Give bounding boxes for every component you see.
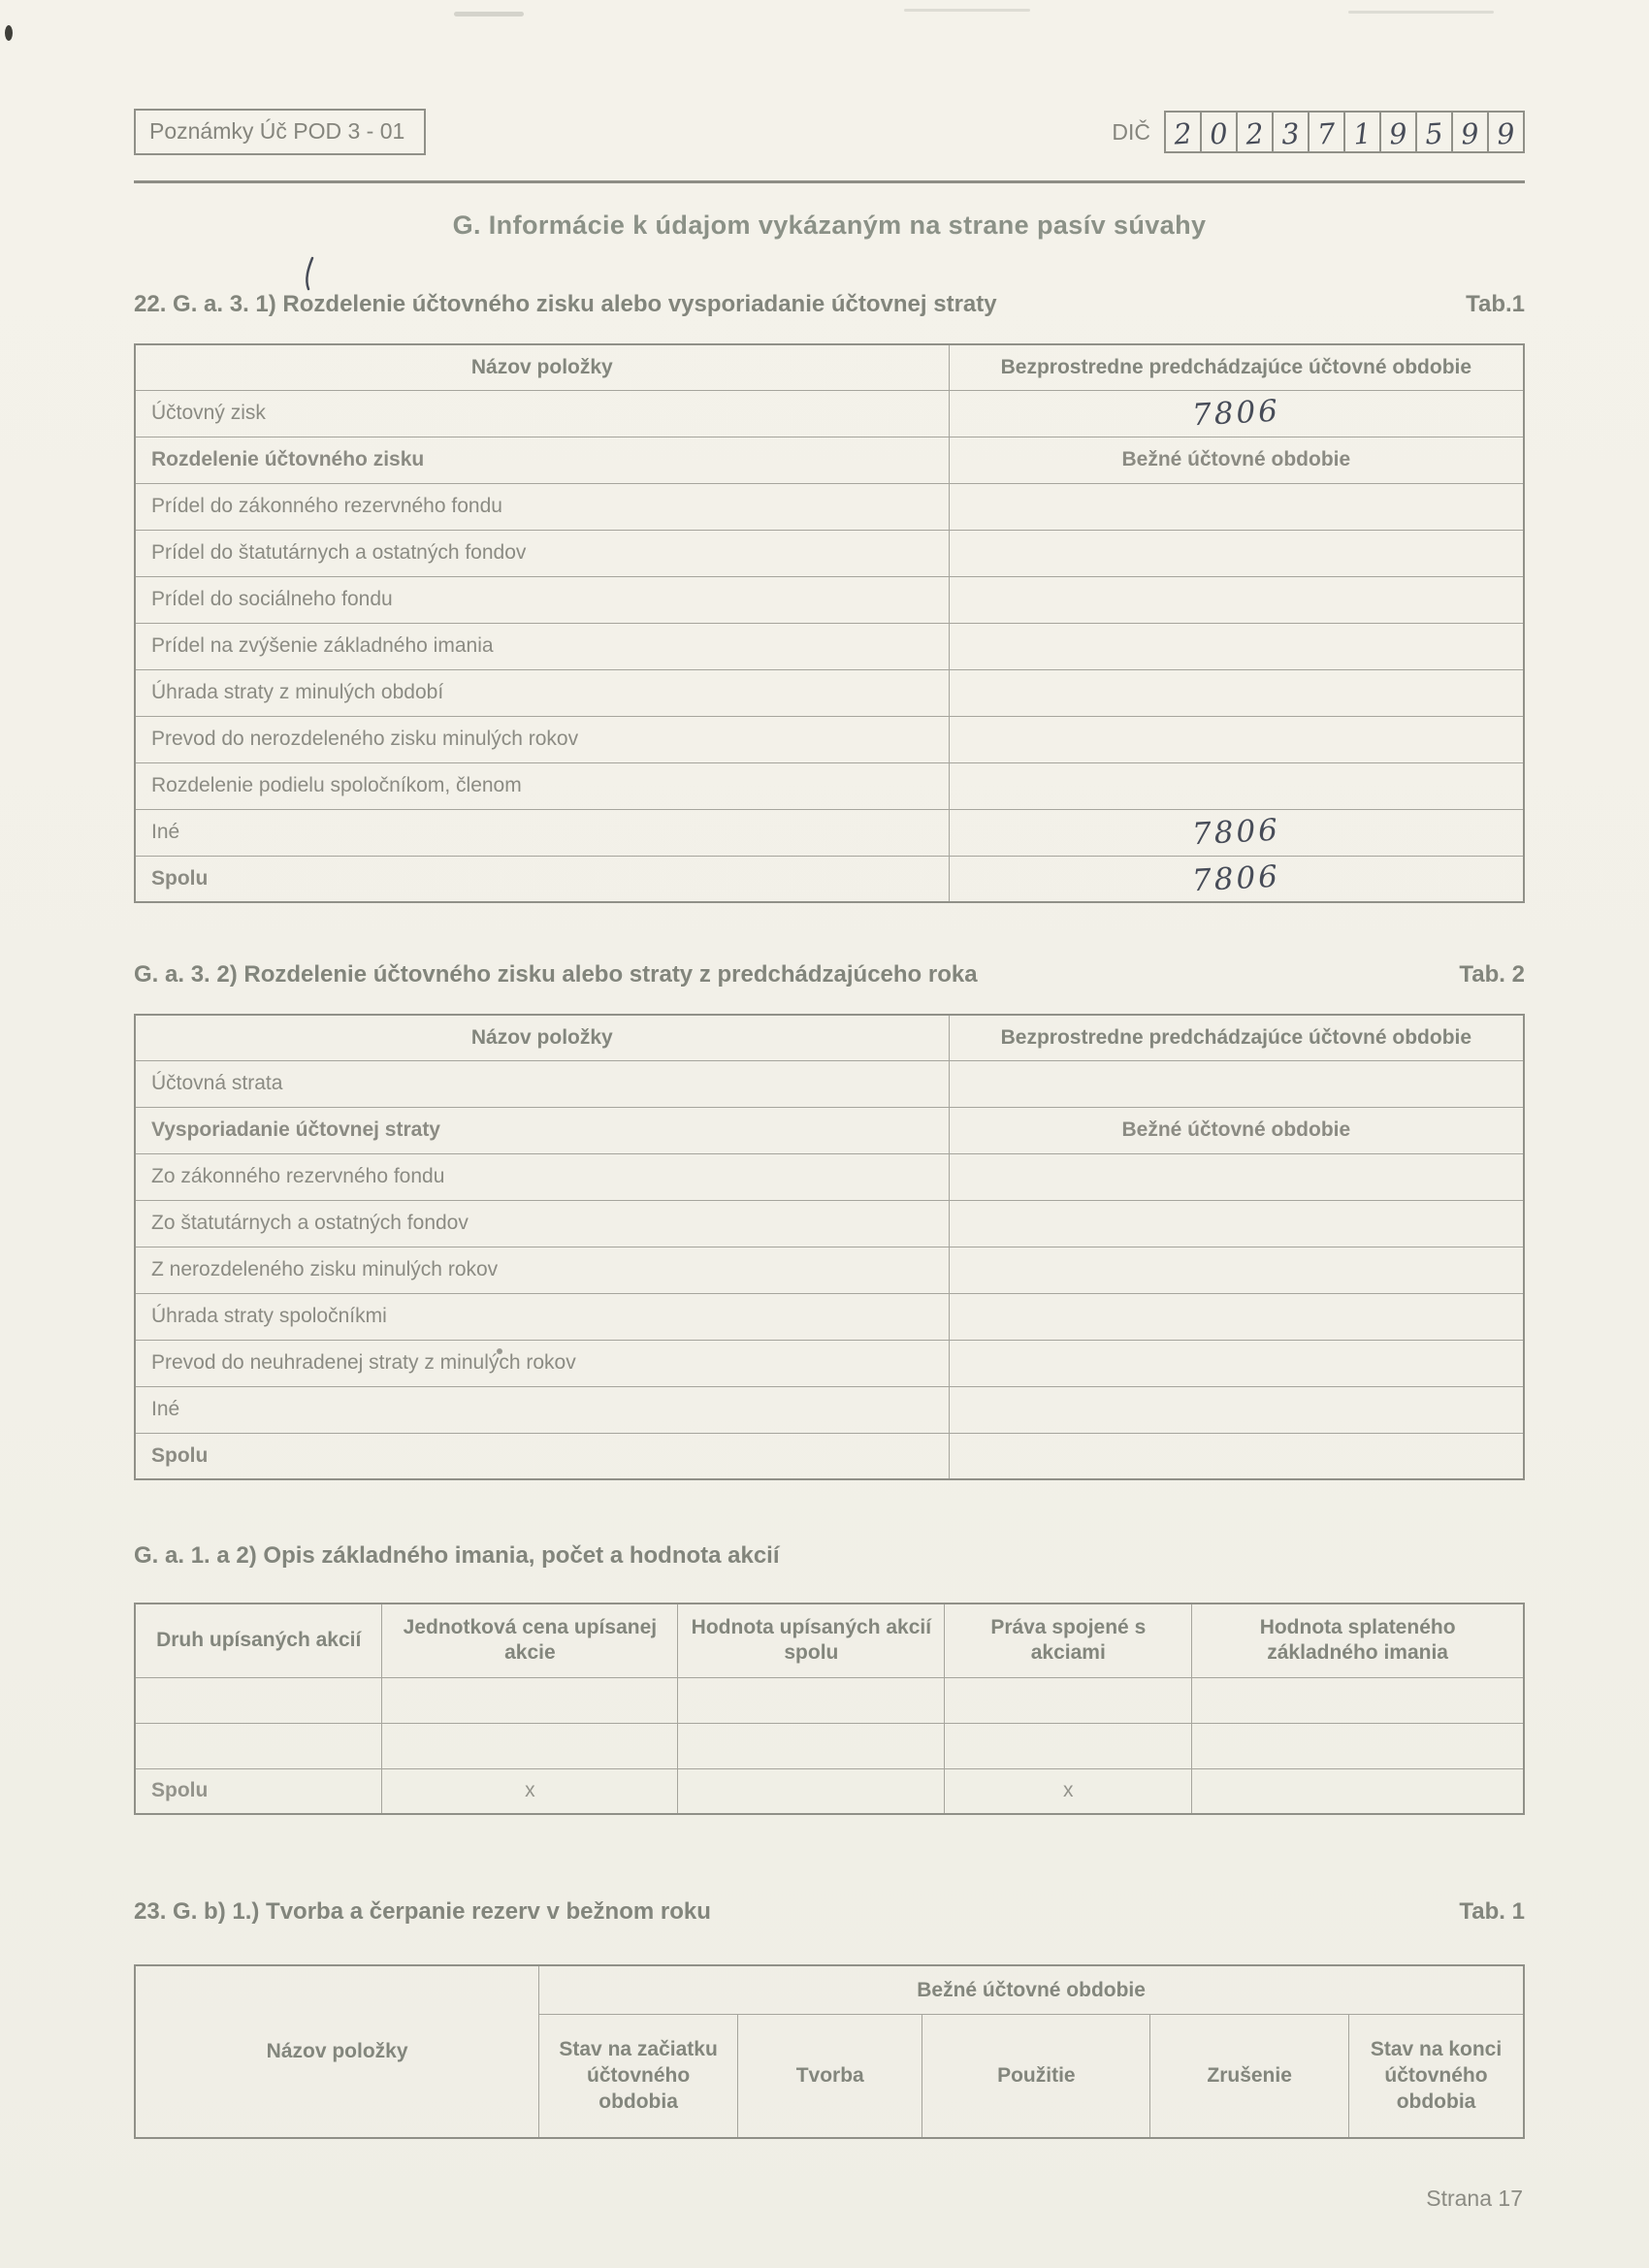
table-cell [1192,1723,1524,1768]
section1-tab-label: Tab.1 [1466,291,1525,317]
row-value [949,1340,1524,1386]
table-row [135,1107,1524,1153]
column-header: Stav na začiatku účtovného obdobia [539,2014,738,2138]
row-value [949,1153,1524,1200]
row-value [949,483,1524,530]
row-value [949,1293,1524,1340]
row-value [949,530,1524,576]
table-cell [382,1677,678,1723]
row-label: Účtovná strata [135,1060,949,1107]
dic-digit: 9 [1460,116,1481,151]
dic-digit-box [1451,111,1489,153]
table-cell [678,1723,945,1768]
column-header: Názov položky [135,1015,949,1060]
column-header: Jednotková cena upísanej akcie [382,1604,678,1677]
section1-heading: 22. G. a. 3. 1) Rozdelenie účtovného zisku alebo vysporiadanie účtovnej straty [134,291,997,317]
section3-heading: G. a. 1. a 2) Opis základného imania, počet a hodnota akcií [134,1542,780,1569]
form-label-box [134,109,426,155]
column-header: Bezprostredne predchádzajúce účtovné obdobie [949,344,1524,390]
row-value: Bežné účtovné obdobie [949,1107,1524,1153]
row-label: Prídel do sociálneho fondu [135,576,949,623]
section2-heading-row [134,961,1525,988]
dic-digit: 2 [1173,116,1194,151]
column-header: Druh upísaných akcií [135,1604,382,1677]
row-label: Z nerozdeleného zisku minulých rokov [135,1247,949,1293]
table-cell: Spolu [135,1768,382,1814]
column-header: Hodnota upísaných akcií spolu [678,1604,945,1677]
column-header: Bezprostredne predchádzajúce účtovné obdobie [949,1015,1524,1060]
row-label: Spolu [135,856,949,902]
table-loss-settlement [134,1014,1525,1480]
table-row [135,1060,1524,1107]
dic-digit: 7 [1316,116,1338,151]
table-row [135,483,1524,530]
column-header: Hodnota splateného základného imania [1192,1604,1524,1677]
row-value [949,669,1524,716]
column-header: Zrušenie [1150,2014,1349,2138]
row-label: Prevod do nerozdeleného zisku minulých rokov [135,716,949,762]
row-value [949,623,1524,669]
page-content [134,0,1525,2139]
dic-digit-box [1200,111,1238,153]
row-label: Zo zákonného rezervného fondu [135,1153,949,1200]
row-value [949,1386,1524,1433]
dic-digit-box [1487,111,1525,153]
table-cell [382,1723,678,1768]
dic-boxes [1166,111,1525,153]
row-label: Spolu [135,1433,949,1479]
section2-heading: G. a. 3. 2) Rozdelenie účtovného zisku alebo straty z predchádzajúceho roka [134,961,978,988]
page-number: Strana 17 [1426,2186,1523,2211]
table-header-row [135,344,1524,390]
column-header: Použitie [922,2014,1150,2138]
table-cell [135,1723,382,1768]
row-label: Rozdelenie podielu spoločníkom, členom [135,762,949,809]
dic-digit: 3 [1280,116,1302,151]
handwritten-value: 7806 [1190,812,1281,853]
dic-digit: 9 [1388,116,1409,151]
column-header: Názov položky [135,344,949,390]
column-group-header: Bežné účtovné obdobie [539,1965,1524,2014]
table-cell [945,1723,1192,1768]
dic-digit-box [1379,111,1417,153]
table-row [135,1723,1524,1768]
section1-heading-row [134,291,1525,318]
section3-heading-row [134,1542,1525,1570]
column-header: Tvorba [737,2014,922,2138]
table-row [135,623,1524,669]
handwritten-value: 7806 [1190,393,1281,434]
row-label: Prídel do štatutárnych a ostatných fondov [135,530,949,576]
table-row [135,1386,1524,1433]
row-value [949,390,1524,437]
dic-area [1112,111,1525,153]
row-label: Prídel do zákonného rezervného fondu [135,483,949,530]
form-label: Poznámky Úč POD 3 - 01 [149,118,405,144]
table-row [135,1153,1524,1200]
column-header: Stav na konci účtovného obdobia [1349,2014,1524,2138]
table-row [135,530,1524,576]
table-row [135,1768,1524,1814]
table-cell [135,1677,382,1723]
table-share-capital [134,1603,1525,1815]
table-row [135,437,1524,483]
dic-digit: 2 [1245,116,1266,151]
table-row [135,1677,1524,1723]
dic-digit: 0 [1209,116,1230,151]
handwritten-mark [297,254,322,293]
table-row [135,1293,1524,1340]
dic-digit-box [1236,111,1274,153]
dic-digit-box [1272,111,1310,153]
section4-heading-row [134,1898,1525,1926]
dic-digit-box [1308,111,1345,153]
row-value [949,716,1524,762]
dic-label: DIČ [1112,118,1150,145]
row-label: Zo štatutárnych a ostatných fondov [135,1200,949,1247]
table-header-row [135,1015,1524,1060]
section4-tab-label: Tab. 1 [1459,1898,1525,1925]
table-row [135,762,1524,809]
row-value [949,576,1524,623]
dic-digit: 9 [1496,116,1517,151]
table-row [135,1340,1524,1386]
row-label: Prevod do neuhradenej straty z minulých rokov [135,1340,949,1386]
section4-heading: 23. G. b) 1.) Tvorba a čerpanie rezerv v bežnom roku [134,1898,711,1925]
page-header [134,109,1525,155]
main-heading: G. Informácie k údajom vykázaným na strane pasív súvahy [452,211,1207,240]
row-label: Prídel na zvýšenie základného imania [135,623,949,669]
table-row [135,576,1524,623]
table-row [135,1247,1524,1293]
row-label: Rozdelenie účtovného zisku [135,437,949,483]
table-cell: x [945,1768,1192,1814]
table-row [135,856,1524,902]
table-cell [1192,1677,1524,1723]
column-header: Práva spojené s akciami [945,1604,1192,1677]
table-row [135,1200,1524,1247]
dic-digit: 1 [1352,116,1374,151]
table-cell: x [382,1768,678,1814]
table-cell [678,1768,945,1814]
row-label: Úhrada straty spoločníkmi [135,1293,949,1340]
row-value [949,1060,1524,1107]
table-header-row [135,1965,1524,2014]
table-row [135,809,1524,856]
table-row [135,1433,1524,1479]
row-label: Úhrada straty z minulých období [135,669,949,716]
row-value [949,1247,1524,1293]
scan-artifact [5,25,13,41]
header-rule [134,180,1525,183]
column-header: Názov položky [135,1965,539,2138]
table-header-row [135,1604,1524,1677]
table-cell [678,1677,945,1723]
row-value [949,762,1524,809]
table-cell [945,1677,1192,1723]
dic-digit-box [1415,111,1453,153]
row-value: Bežné účtovné obdobie [949,437,1524,483]
row-label: Vysporiadanie účtovnej straty [135,1107,949,1153]
dic-digit-box [1343,111,1381,153]
table-row [135,390,1524,437]
section2-tab-label: Tab. 2 [1459,961,1525,988]
table-cell [1192,1768,1524,1814]
row-label: Iné [135,1386,949,1433]
row-value [949,809,1524,856]
row-value [949,1200,1524,1247]
row-value [949,1433,1524,1479]
table-profit-distribution [134,343,1525,903]
table-reserves [134,1964,1525,2139]
table-row [135,716,1524,762]
dic-digit: 5 [1424,116,1445,151]
row-value [949,856,1524,902]
table-row [135,669,1524,716]
dic-digit-box [1164,111,1202,153]
handwritten-value: 7806 [1190,859,1281,899]
row-label: Účtovný zisk [135,390,949,437]
row-label: Iné [135,809,949,856]
